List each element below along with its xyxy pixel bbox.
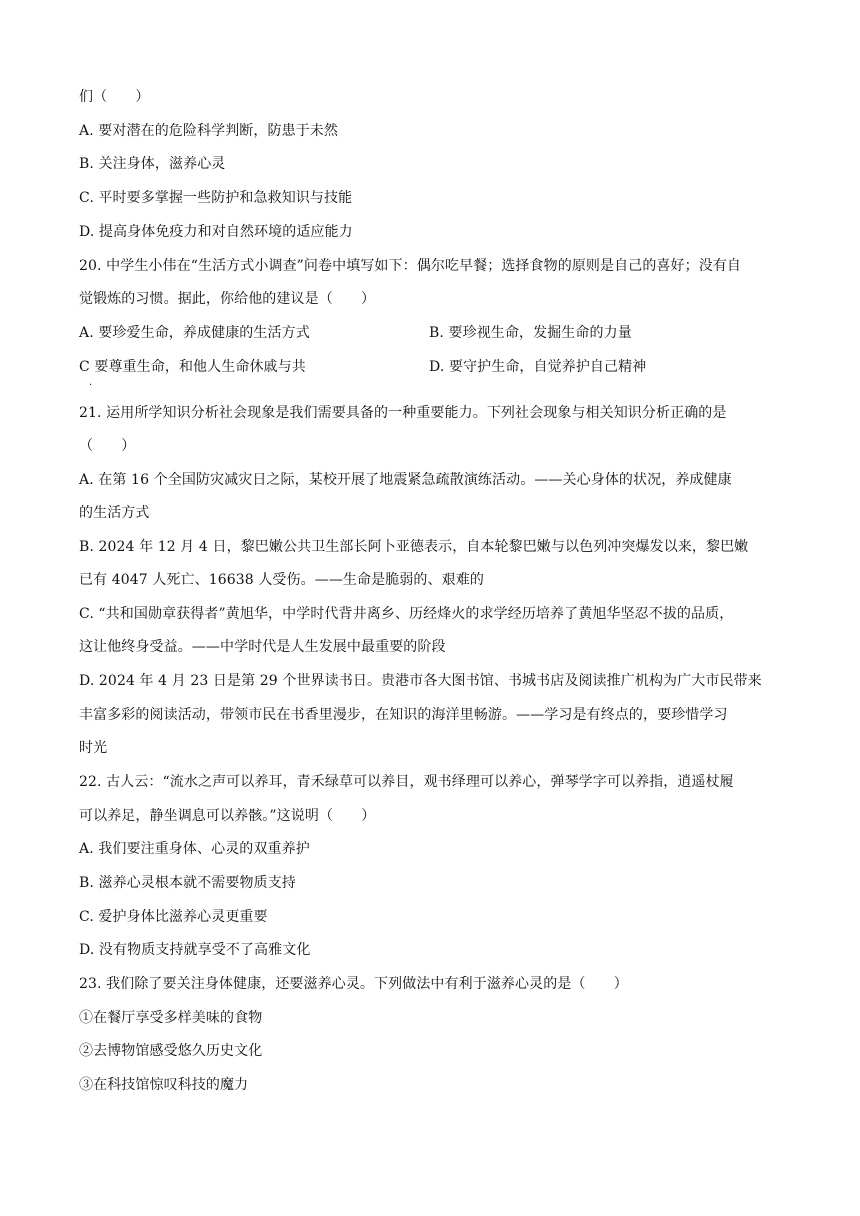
q20-stem-line1: 20. 中学生小伟在“生活方式小调查”问卷中填写如下：偶尔吃早餐；选择食物的原则是自己的喜好；没有自: [79, 258, 742, 274]
q19-option-a: A. 要对潜在的危险科学判断，防患于未然: [79, 123, 339, 139]
q21-option-d-line1: D. 2024 年 4 月 23 日是第 29 个世界读书日。贵港市各大图书馆、书城书店及阅读推广机构为广大市民带来: [79, 673, 762, 689]
q22-option-a: A. 我们要注重身体、心灵的双重养护: [79, 841, 310, 857]
q21-option-b-line1: B. 2024 年 12 月 4 日，黎巴嫩公共卫生部长阿卜亚德表示，自本轮黎巴嫩与以色列冲突爆发以来，黎巴嫩: [79, 539, 749, 555]
q23-item-1: ①在餐厅享受多样美味的食物: [79, 1010, 263, 1026]
q22-stem-line1: 22. 古人云：“流水之声可以养耳，青禾绿草可以养目，观书绎理可以养心，弹琴学字可以养指，逍遥杖履: [79, 774, 734, 790]
q21-option-c-line1: C. “共和国勋章获得者”黄旭华，中学时代背井离乡、历经烽火的求学经历培养了黄旭华坚忍不拔的品质，: [79, 606, 734, 622]
q19-option-d: D. 提高身体免疫力和对自然环境的适应能力: [79, 224, 353, 240]
q23-item-2: ②去博物馆感受悠久历史文化: [79, 1043, 263, 1059]
q20-option-d: D. 要守护生命，自觉养护自己精神: [429, 359, 647, 375]
q23-item-3: ③在科技馆惊叹科技的魔力: [79, 1077, 249, 1093]
q21-option-d-line2: 丰富多彩的阅读活动，带领市民在书香里漫步，在知识的海洋里畅游。——学习是有终点的，要珍惜学习: [79, 707, 728, 723]
q20-option-c: C 要尊重生命，和他人生命休戚与共: [79, 359, 306, 375]
q21-option-d-line3: 时光: [79, 740, 108, 756]
q20-option-b: B. 要珍视生命，发掘生命的力量: [429, 325, 632, 341]
q19-stem-end: 们（ ）: [79, 89, 150, 105]
q20-stem-line2: 觉锻炼的习惯。据此，你给他的建议是（ ）: [79, 291, 376, 307]
q21-stem-line2: （ ）: [79, 438, 136, 454]
q22-stem-line2: 可以养足，静坐调息可以养骸。”这说明（ ）: [79, 808, 376, 824]
q19-option-b: B. 关注身体，滋养心灵: [79, 156, 226, 172]
q21-stem-line1: 21. 运用所学知识分析社会现象是我们需要具备的一种重要能力。下列社会现象与相关知识分析正确的是: [79, 405, 727, 421]
q22-option-d: D. 没有物质支持就享受不了高雅文化: [79, 942, 311, 958]
stray-dot-mark: .: [89, 377, 93, 388]
q21-option-a-line2: 的生活方式: [79, 505, 150, 521]
q19-option-c: C. 平时要多掌握一些防护和急救知识与技能: [79, 190, 353, 206]
q21-option-c-line2: 这让他终身受益。——中学时代是人生发展中最重要的阶段: [79, 639, 446, 655]
q22-option-c: C. 爱护身体比滋养心灵更重要: [79, 909, 268, 925]
q22-option-b: B. 滋养心灵根本就不需要物质支持: [79, 875, 296, 891]
q23-stem: 23. 我们除了要关注身体健康，还要滋养心灵。下列做法中有利于滋养心灵的是（ ）: [79, 976, 628, 992]
q21-option-b-line2: 已有 4047 人死亡、16638 人受伤。——生命是脆弱的、艰难的: [79, 572, 484, 588]
q21-option-a-line1: A. 在第 16 个全国防灾减灾日之际，某校开展了地震紧急疏散演练活动。——关心身体的状况，养成健康: [79, 472, 732, 488]
q20-option-a: A. 要珍爱生命，养成健康的生活方式: [79, 325, 310, 341]
